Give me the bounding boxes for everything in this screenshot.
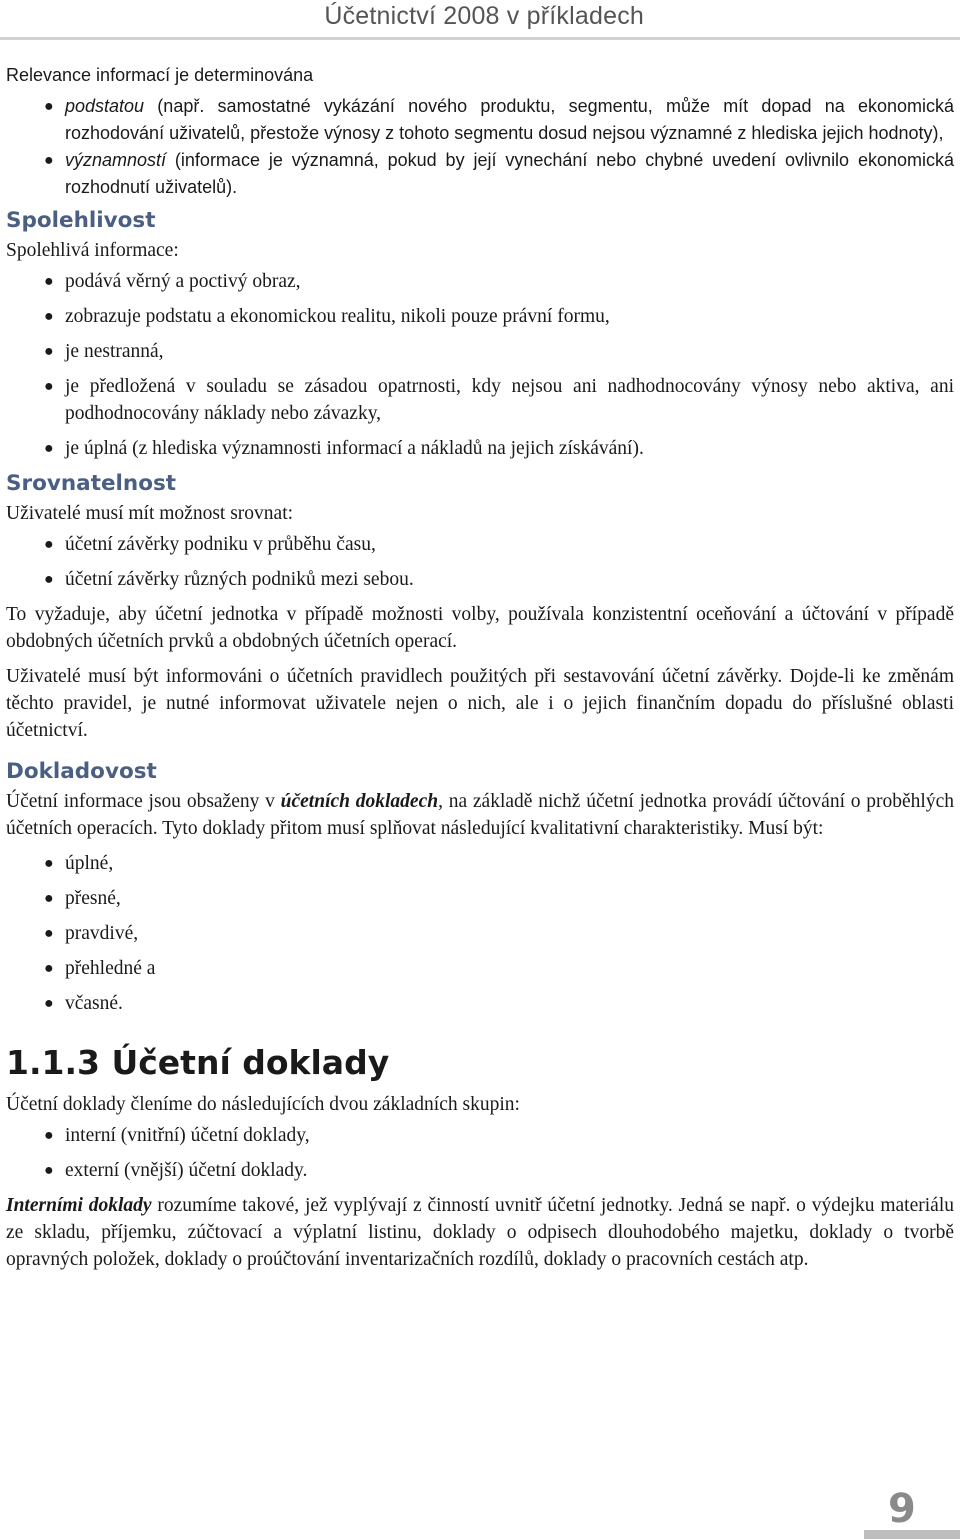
- srovnatelnost-paragraph-2: Uživatelé musí být informováni o účetních pravidlech použitých při sestavování účetní závěrky. Dojde-li ke změnám těchto pravidel, je nutné informovat uživatele nejen o nich, ale i o jejich finančním dopadu do příslušné oblasti účetnictví.: [6, 666, 954, 741]
- list-item-text: je úplná (z hlediska významnosti informací a nákladů na jejich získávání).: [65, 438, 644, 459]
- list-item: [6, 885, 954, 912]
- section-list: [6, 1122, 954, 1184]
- bullet-icon: ●: [44, 925, 54, 942]
- list-item: [6, 990, 954, 1017]
- relevance-intro: Relevance informací je determinována: [6, 65, 314, 85]
- relevance-item-lead: významností: [65, 150, 167, 170]
- bullet-icon: ●: [44, 1127, 54, 1144]
- running-header: Účetnictví 2008 v příkladech: [324, 2, 644, 30]
- srovnatelnost-paragraph-1: To vyžaduje, aby účetní jednotka v případě možnosti volby, používala konzistentní oceňování a účtování v případě obdobných účetních prvků a obdobných účetních operací.: [6, 604, 954, 652]
- list-item-text: zobrazuje podstatu a ekonomickou realitu, nikoli pouze právní formu,: [65, 306, 610, 327]
- bullet-icon: ●: [44, 571, 54, 588]
- heading-srovnatelnost: Srovnatelnost: [6, 471, 177, 496]
- relevance-list: [6, 93, 954, 201]
- list-item: [6, 1157, 954, 1184]
- list-item: [6, 303, 954, 330]
- list-item: [6, 1122, 954, 1149]
- bullet-icon: ●: [44, 308, 54, 325]
- list-item: [6, 566, 954, 593]
- bullet-icon: ●: [44, 440, 54, 457]
- spolehlivost-intro: Spolehlivá informace:: [6, 240, 179, 261]
- heading-dokladovost: Dokladovost: [6, 759, 157, 784]
- heading-spolehlivost: Spolehlivost: [6, 208, 156, 233]
- dokladovost-list: [6, 850, 954, 1017]
- list-item-text: přesné,: [65, 888, 121, 909]
- relevance-item-text: (např. samostatné vykázání nového produktu, segmentu, může mít dopad na ekonomická rozhodování uživatelů, přestože výnosy z tohoto segmentu dosud nejsou významné z hlediska jejich hodnoty),: [65, 96, 954, 143]
- list-item-text: je předložená v souladu se zásadou opatrnosti, kdy nejsou ani nadhodnocovány výnosy nebo aktiva, ani podhodnocovány náklady nebo závazky,: [65, 376, 954, 424]
- bullet-icon: ●: [44, 343, 54, 360]
- relevance-item-lead: podstatou: [65, 96, 145, 116]
- list-item: [6, 955, 954, 982]
- list-item: [6, 373, 954, 427]
- section-intro: Účetní doklady členíme do následujících dvou základních skupin:: [6, 1094, 520, 1115]
- list-item-text: včasné.: [65, 993, 123, 1014]
- page-content: [6, 62, 954, 1281]
- bullet-icon: ●: [44, 890, 54, 907]
- section-emphasis: Interními doklady: [6, 1195, 152, 1216]
- bullet-icon: ●: [44, 855, 54, 872]
- list-item: [6, 920, 954, 947]
- page-number: 9: [888, 1486, 916, 1532]
- list-item: [6, 531, 954, 558]
- list-item-text: pravdivé,: [65, 923, 139, 944]
- bullet-icon: ●: [44, 1162, 54, 1179]
- dokladovost-emphasis: účetních dokladech: [280, 791, 439, 812]
- bullet-icon: ●: [44, 378, 54, 395]
- dokladovost-text-after: , na základě nichž účetní jednotka provádí účtování o proběhlých účetních operacích. Tyto doklady přitom musí splňovat následující kvalitativní charakteristiky. Musí být:: [6, 791, 954, 839]
- list-item-text: interní (vnitřní) účetní doklady,: [65, 1125, 310, 1146]
- list-item-text: externí (vnější) účetní doklady.: [65, 1160, 308, 1181]
- list-item-text: podává věrný a poctivý obraz,: [65, 271, 301, 292]
- srovnatelnost-list: [6, 531, 954, 593]
- section-paragraph: [6, 1192, 954, 1273]
- bullet-icon: ●: [44, 98, 54, 115]
- list-item-text: účetní závěrky různých podniků mezi sebou.: [65, 569, 414, 590]
- list-item: [6, 850, 954, 877]
- bullet-icon: ●: [44, 536, 54, 553]
- list-item: [6, 268, 954, 295]
- list-item-text: účetní závěrky podniku v průběhu času,: [65, 534, 376, 555]
- bullet-icon: ●: [44, 995, 54, 1012]
- srovnatelnost-intro: Uživatelé musí mít možnost srovnat:: [6, 503, 294, 524]
- list-item-text: přehledné a: [65, 958, 156, 979]
- dokladovost-text-before: Účetní informace jsou obsaženy v: [6, 791, 281, 812]
- list-item: [6, 435, 954, 462]
- bullet-icon: ●: [44, 273, 54, 290]
- list-item: [6, 93, 954, 147]
- relevance-item-text: (informace je významná, pokud by její vynechání nebo chybné uvedení ovlivnilo ekonomická rozhodnutí uživatelů).: [65, 150, 954, 197]
- list-item: [6, 147, 954, 201]
- list-item-text: je nestranná,: [65, 341, 164, 362]
- bullet-icon: ●: [44, 960, 54, 977]
- dokladovost-paragraph: [6, 788, 954, 842]
- section-text-after: rozumíme takové, jež vyplývají z činností uvnitř účetní jednotky. Jedná se např. o výdejku materiálu ze skladu, příjemku, zúčtovací a výplatní listinu, doklady o odpisech dlouhodobého majetku, doklady o tvorbě opravných položek, doklady o proúčtování inventarizačních rozdílů, doklady o pracovních cestách atp.: [6, 1195, 954, 1270]
- spolehlivost-list: [6, 268, 954, 462]
- list-item-text: úplné,: [65, 853, 114, 874]
- bullet-icon: ●: [44, 152, 54, 169]
- section-heading: 1.1.3 Účetní doklady: [6, 1043, 390, 1082]
- header-rule: [0, 37, 960, 40]
- list-item: [6, 338, 954, 365]
